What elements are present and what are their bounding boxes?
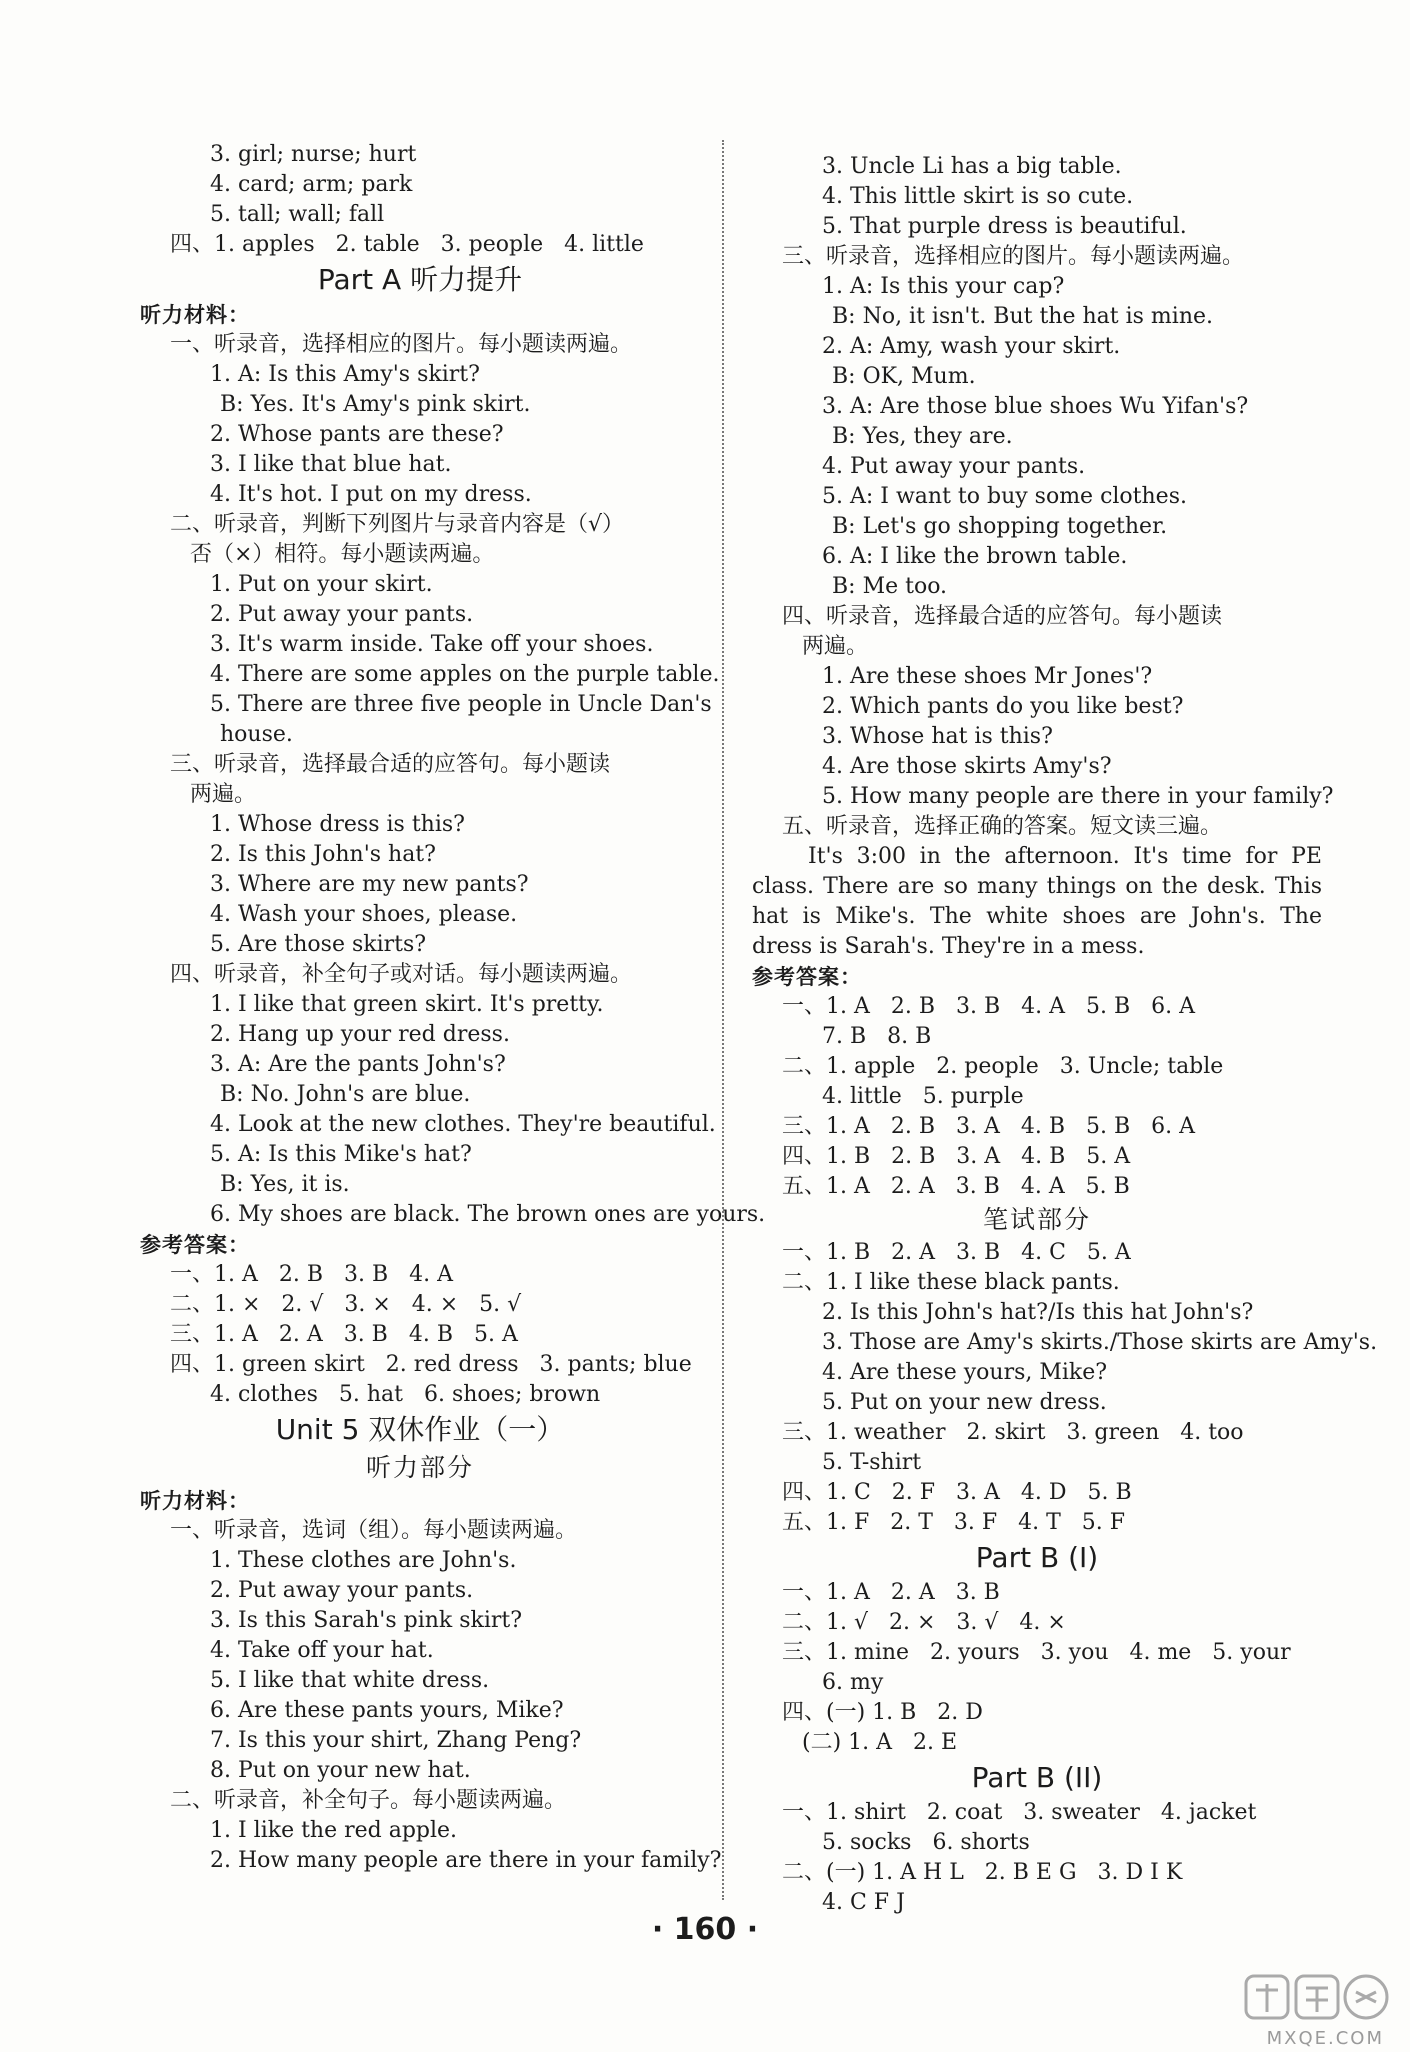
text-line: 五、听录音，选择正确的答案。短文读三遍。 <box>782 814 1223 839</box>
text-line: 三、1. mine 2. yours 3. you 4. me 5. your <box>782 1640 1291 1665</box>
text-line: 四、(一) 1. B 2. D <box>782 1700 983 1725</box>
text-line: 二、1. I like these black pants. <box>782 1270 1120 1295</box>
section-label: 听力材料： <box>140 303 250 327</box>
text-line: 四、听录音，补全句子或对话。每小题读两遍。 <box>170 962 633 987</box>
text-line: 4. There are some apples on the purple table. <box>210 662 720 687</box>
text-line: 5. socks 6. shorts <box>822 1830 1030 1855</box>
text-line: 三、听录音，选择相应的图片。每小题读两遍。 <box>782 244 1245 269</box>
text-line: 5. T-shirt <box>822 1450 922 1475</box>
text-line: 二、1. apple 2. people 3. Uncle; table <box>782 1054 1224 1079</box>
text-line: 四、1. C 2. F 3. A 4. D 5. B <box>782 1480 1132 1505</box>
text-line: 4. Are those skirts Amy's? <box>822 754 1112 779</box>
text-line: 6. My shoes are black. The brown ones are yours. <box>210 1202 766 1227</box>
text-line: 4. Are these yours, Mike? <box>822 1360 1108 1385</box>
text-line: 6. Are these pants yours, Mike? <box>210 1698 564 1723</box>
text-line: 3. It's warm inside. Take off your shoes. <box>210 632 654 657</box>
text-line: 一、听录音，选择相应的图片。每小题读两遍。 <box>170 332 633 357</box>
text-line: 2. How many people are there in your family? <box>210 1848 722 1873</box>
text-line: 2. Is this John's hat?/Is this hat John's? <box>822 1300 1254 1325</box>
text-line: 4. It's hot. I put on my dress. <box>210 482 532 507</box>
watermark-text: MXQE.COM <box>1266 2028 1384 2049</box>
section-title: Part B (I) <box>975 1541 1099 1574</box>
text-line: 7. B 8. B <box>822 1024 932 1049</box>
text-line: 5. A: I want to buy some clothes. <box>822 484 1187 509</box>
section-title: 听力部分 <box>365 1453 474 1482</box>
text-line: 5. That purple dress is beautiful. <box>822 214 1187 239</box>
text-line: 二、1. √ 2. × 3. √ 4. × <box>782 1610 1066 1635</box>
text-line: It's 3:00 in the afternoon. It's time for PE class. There are so many things on the desk. This hat is Mike's. The white shoes are John's. The dress is Sarah's. They're in a mess. <box>752 844 1322 959</box>
text-line: 三、1. A 2. A 3. B 4. B 5. A <box>170 1322 518 1347</box>
text-line: 1. I like the red apple. <box>210 1818 458 1843</box>
text-line: 1. I like that green skirt. It's pretty. <box>210 992 604 1017</box>
text-line: 四、听录音，选择最合适的应答句。每小题读 <box>782 604 1223 629</box>
section-title: Part B (II) <box>971 1761 1103 1794</box>
text-line: 五、1. A 2. A 3. B 4. A 5. B <box>782 1174 1130 1199</box>
text-line: B: OK, Mum. <box>832 364 976 389</box>
text-line: 1. Whose dress is this? <box>210 812 465 837</box>
text-line: 4. Look at the new clothes. They're beautiful. <box>210 1112 716 1137</box>
text-line: 五、1. F 2. T 3. F 4. T 5. F <box>782 1510 1125 1535</box>
text-line: 1. A: Is this your cap? <box>822 274 1065 299</box>
text-line: 一、听录音，选词（组）。每小题读两遍。 <box>170 1518 578 1543</box>
text-line: 2. Whose pants are these? <box>210 422 504 447</box>
text-line: 8. Put on your new hat. <box>210 1758 471 1783</box>
text-line: 6. my <box>822 1670 884 1695</box>
text-line: 3. Where are my new pants? <box>210 872 529 897</box>
text-line: B: No, it isn't. But the hat is mine. <box>832 304 1214 329</box>
text-line: 3. Uncle Li has a big table. <box>822 154 1122 179</box>
text-line: 2. A: Amy, wash your skirt. <box>822 334 1121 359</box>
text-line: 2. Which pants do you like best? <box>822 694 1184 719</box>
text-line: 一、1. B 2. A 3. B 4. C 5. A <box>782 1240 1131 1265</box>
text-line: 三、1. A 2. B 3. A 4. B 5. B 6. A <box>782 1114 1195 1139</box>
text-line: 4. Take off your hat. <box>210 1638 434 1663</box>
section-title: 笔试部分 <box>982 1205 1091 1234</box>
text-line: 5. Put on your new dress. <box>822 1390 1107 1415</box>
text-line: 4. C F J <box>822 1890 905 1915</box>
text-line: 3. Is this Sarah's pink skirt? <box>210 1608 523 1633</box>
text-line: 二、听录音，补全句子。每小题读两遍。 <box>170 1788 567 1813</box>
text-line: 四、1. apples 2. table 3. people 4. little <box>170 232 644 257</box>
text-line: 4. clothes 5. hat 6. shoes; brown <box>210 1382 601 1407</box>
text-line: 四、1. B 2. B 3. A 4. B 5. A <box>782 1144 1131 1169</box>
text-line: 1. Are these shoes Mr Jones'? <box>822 664 1153 689</box>
text-line: 4. Wash your shoes, please. <box>210 902 518 927</box>
text-line: 二、(一) 1. A H L 2. B E G 3. D I K <box>782 1860 1183 1885</box>
text-line: B: Me too. <box>832 574 948 599</box>
text-line: 2. Put away your pants. <box>210 602 474 627</box>
section-title: Unit 5 双休作业（一） <box>275 1413 565 1446</box>
text-line: 4. card; arm; park <box>210 172 413 197</box>
text-line: 1. A: Is this Amy's skirt? <box>210 362 480 387</box>
text-line: 3. A: Are those blue shoes Wu Yifan's? <box>822 394 1249 419</box>
text-line: 5. Are those skirts? <box>210 932 427 957</box>
page-number: · 160 · <box>651 1912 759 1947</box>
text-line: 一、1. shirt 2. coat 3. sweater 4. jacket <box>782 1800 1257 1825</box>
text-line: 5. tall; wall; fall <box>210 202 385 227</box>
text-line: 三、1. weather 2. skirt 3. green 4. too <box>782 1420 1244 1445</box>
text-line: 5. There are three five people in Uncle Dan's <box>210 692 712 717</box>
text-line: B: No. John's are blue. <box>220 1082 471 1107</box>
text-line: 3. I like that blue hat. <box>210 452 452 477</box>
text-line: 二、1. × 2. √ 3. × 4. × 5. √ <box>170 1292 522 1317</box>
text-line: 4. little 5. purple <box>822 1084 1024 1109</box>
text-line: B: Yes, they are. <box>832 424 1013 449</box>
section-title: Part A 听力提升 <box>317 263 523 296</box>
text-line: 二、听录音，判断下列图片与录音内容是（√） <box>170 512 625 537</box>
text-line: 一、1. A 2. A 3. B <box>782 1580 1000 1605</box>
text-line: 4. Put away your pants. <box>822 454 1086 479</box>
text-line: 一、1. A 2. B 3. B 4. A <box>170 1262 453 1287</box>
text-line: 四、1. green skirt 2. red dress 3. pants; blue <box>170 1352 692 1377</box>
text-line: 5. I like that white dress. <box>210 1668 490 1693</box>
text-line: 5. How many people are there in your family? <box>822 784 1334 809</box>
right-column <box>752 152 1378 1918</box>
text-line: 3. girl; nurse; hurt <box>210 142 417 167</box>
text-line: 2. Hang up your red dress. <box>210 1022 510 1047</box>
text-line: 一、1. A 2. B 3. B 4. A 5. B 6. A <box>782 994 1195 1019</box>
text-line: 6. A: I like the brown table. <box>822 544 1128 569</box>
text-line: 1. These clothes are John's. <box>210 1548 517 1573</box>
text-line: 2. Is this John's hat? <box>210 842 436 867</box>
text-line: 3. Those are Amy's skirts./Those skirts are Amy's. <box>822 1330 1378 1355</box>
section-label: 听力材料： <box>140 1489 250 1513</box>
text-line: 5. A: Is this Mike's hat? <box>210 1142 472 1167</box>
left-column <box>140 140 766 1876</box>
text-line: 3. A: Are the pants John's? <box>210 1052 506 1077</box>
text-line: 否（×）相符。每小题读两遍。 <box>190 542 495 567</box>
text-line: B: Let's go shopping together. <box>832 514 1168 539</box>
text-line: 三、听录音，选择最合适的应答句。每小题读 <box>170 752 611 777</box>
column-divider <box>722 140 724 1900</box>
text-line: 7. Is this your shirt, Zhang Peng? <box>210 1728 582 1753</box>
text-line: 4. This little skirt is so cute. <box>822 184 1134 209</box>
text-line: 3. Whose hat is this? <box>822 724 1053 749</box>
text-line: house. <box>220 722 293 747</box>
text-line: 两遍。 <box>190 782 257 807</box>
text-line: 1. Put on your skirt. <box>210 572 433 597</box>
section-label: 参考答案： <box>752 965 862 989</box>
text-line: B: Yes, it is. <box>220 1172 350 1197</box>
text-line: 2. Put away your pants. <box>210 1578 474 1603</box>
text-line: (二) 1. A 2. E <box>802 1730 958 1755</box>
text-line: B: Yes. It's Amy's pink skirt. <box>220 392 531 417</box>
text-line: 两遍。 <box>802 634 869 659</box>
section-label: 参考答案： <box>140 1233 250 1257</box>
